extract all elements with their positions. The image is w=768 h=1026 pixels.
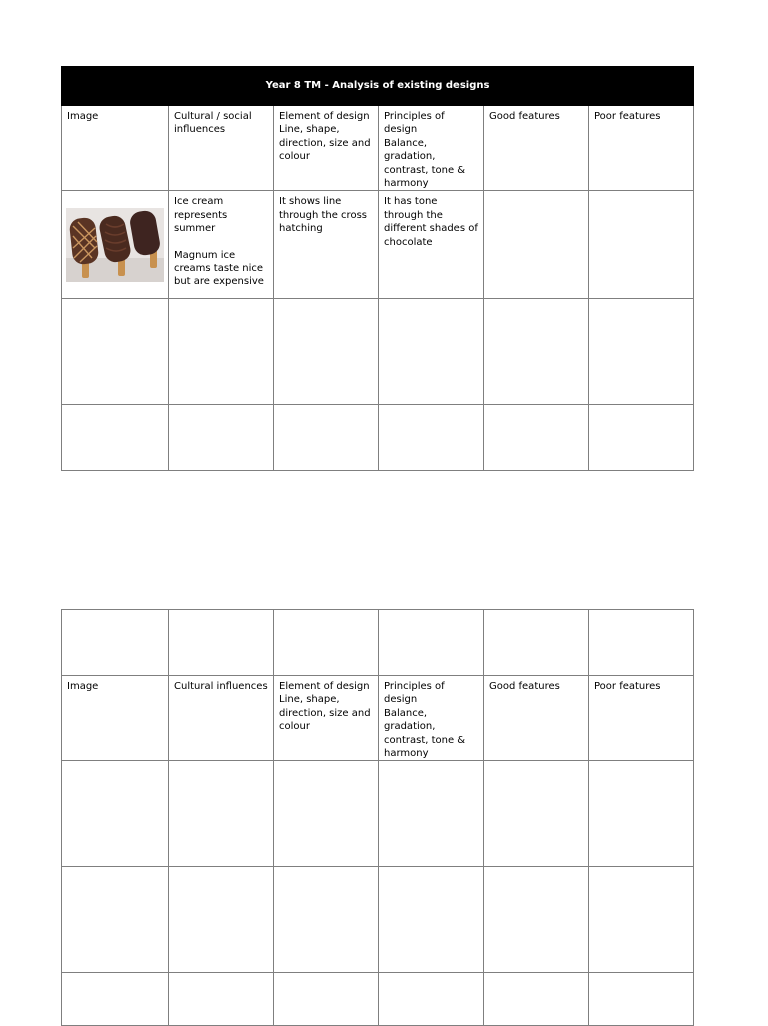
table-row — [62, 761, 694, 867]
empty-cell — [62, 405, 169, 471]
empty-cell — [62, 299, 169, 405]
empty-cell — [274, 973, 379, 1026]
table-header-row — [62, 106, 694, 191]
empty-cell — [379, 867, 484, 973]
table-row — [62, 191, 694, 299]
empty-cell — [379, 405, 484, 471]
empty-cell — [589, 610, 694, 676]
cultural-cell: Ice cream represents summer Magnum ice creams taste nice but are expensive — [169, 191, 274, 299]
good-cell — [484, 191, 589, 299]
empty-cell — [589, 761, 694, 867]
header-cultural: Cultural / social influences — [169, 106, 274, 191]
empty-cell — [274, 299, 379, 405]
element-cell: It shows line through the cross hatching — [274, 191, 379, 299]
header-image: Image — [62, 106, 169, 191]
empty-cell — [379, 610, 484, 676]
empty-cell — [484, 867, 589, 973]
image-cell — [62, 191, 169, 299]
empty-cell — [169, 867, 274, 973]
principles-cell: It has tone through the different shades of chocolate — [379, 191, 484, 299]
empty-cell — [589, 405, 694, 471]
empty-cell — [379, 299, 484, 405]
poor-cell — [589, 191, 694, 299]
ice-cream-image — [66, 208, 164, 282]
table-row — [62, 610, 694, 676]
empty-cell — [62, 867, 169, 973]
header-good: Good features — [484, 106, 589, 191]
empty-cell — [169, 761, 274, 867]
header-good: Good features — [484, 676, 589, 761]
table-header-row — [62, 676, 694, 761]
empty-cell — [62, 973, 169, 1026]
header-image: Image — [62, 676, 169, 761]
empty-cell — [589, 867, 694, 973]
empty-cell — [274, 610, 379, 676]
header-poor: Poor features — [589, 106, 694, 191]
empty-cell — [379, 973, 484, 1026]
header-element: Element of design Line, shape, direction, size and colour — [274, 676, 379, 761]
table-row — [62, 405, 694, 471]
empty-cell — [589, 973, 694, 1026]
header-element: Element of design Line, shape, direction, size and colour — [274, 106, 379, 191]
page-title: Year 8 TM - Analysis of existing designs — [62, 67, 694, 106]
empty-cell — [379, 761, 484, 867]
empty-cell — [274, 405, 379, 471]
analysis-table-2 — [61, 609, 694, 1026]
header-cultural: Cultural influences — [169, 676, 274, 761]
empty-cell — [274, 761, 379, 867]
table-row — [62, 867, 694, 973]
empty-cell — [169, 299, 274, 405]
empty-cell — [62, 610, 169, 676]
empty-cell — [484, 405, 589, 471]
table-row — [62, 299, 694, 405]
empty-cell — [169, 405, 274, 471]
empty-cell — [484, 610, 589, 676]
empty-cell — [274, 867, 379, 973]
header-principles: Principles of design Balance, gradation, contrast, tone & harmony — [379, 106, 484, 191]
empty-cell — [169, 973, 274, 1026]
header-principles: Principles of design Balance, gradation, contrast, tone & harmony — [379, 676, 484, 761]
empty-cell — [62, 761, 169, 867]
empty-cell — [169, 610, 274, 676]
analysis-table-1 — [61, 66, 694, 471]
table-row — [62, 973, 694, 1026]
empty-cell — [589, 299, 694, 405]
empty-cell — [484, 761, 589, 867]
empty-cell — [484, 973, 589, 1026]
empty-cell — [484, 299, 589, 405]
header-poor: Poor features — [589, 676, 694, 761]
